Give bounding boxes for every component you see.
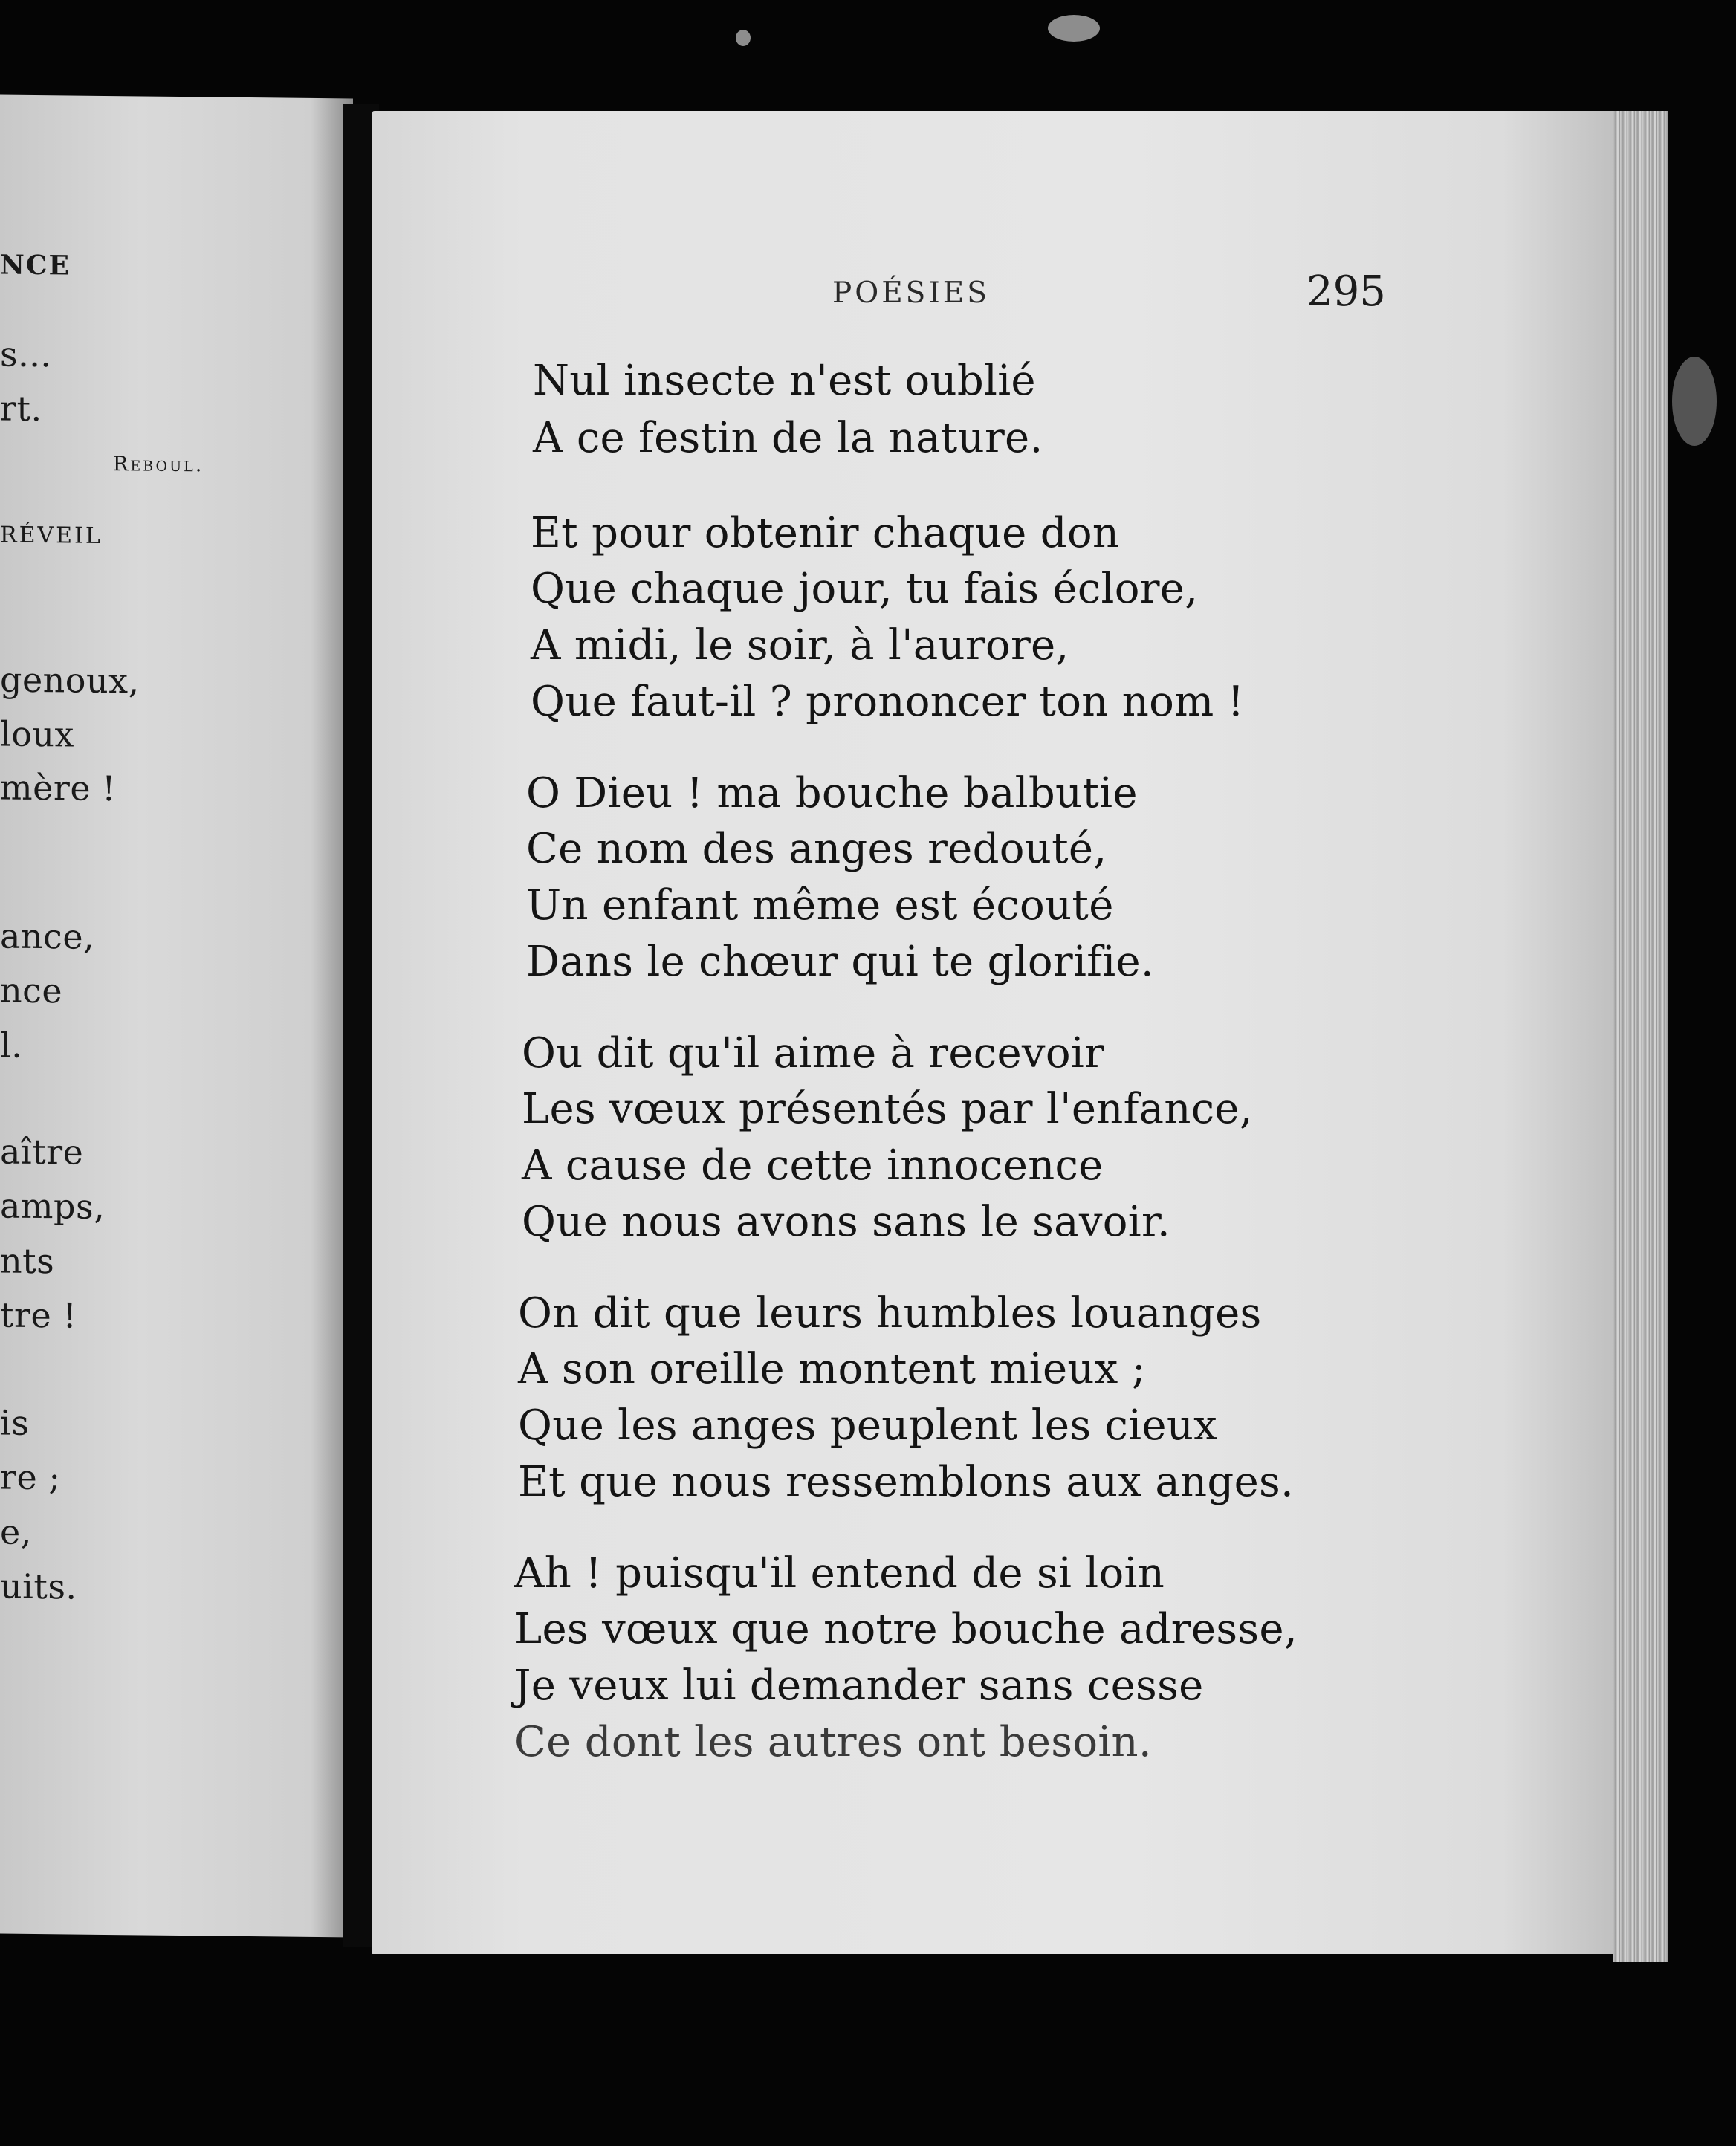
page-edges [1613,111,1668,1962]
left-fragment: is [0,1402,30,1443]
verse-line: Nul insecte n'est oublié [533,357,1036,405]
verse-line: Je veux lui demander sans cesse [514,1662,1204,1710]
left-fragment: Reboul. [113,453,204,477]
dust-speck [1048,15,1100,42]
verse-line: Un enfant même est écouté [526,881,1114,930]
verse-line: Les vœux que notre bouche adresse, [514,1605,1298,1653]
verse-line: Ou dit qu'il aime à recevoir [522,1029,1105,1077]
left-fragment: s... [0,334,52,375]
dust-speck [736,30,751,46]
page-number: 295 [1306,268,1386,316]
verse-line: Et que nous ressemblons aux anges. [518,1458,1295,1506]
verse-line: A midi, le soir, à l'aurore, [531,621,1069,670]
dust-speck [1672,357,1717,446]
verse-line: Que chaque jour, tu fais éclore, [531,565,1199,613]
verse-line: A cause de cette innocence [522,1141,1104,1190]
left-fragment: mère ! [0,767,117,809]
left-fragment: nce [0,970,63,1011]
verse-line: Et pour obtenir chaque don [531,509,1120,557]
left-fragment: rt. [0,388,42,429]
verse-line: Que faut-il ? prononcer ton nom ! [531,678,1245,726]
left-page [0,95,353,1938]
left-fragment: aître [0,1131,84,1173]
verse-line: O Dieu ! ma bouche balbutie [526,769,1138,817]
verse-line: Ce dont les autres ont besoin. [514,1718,1153,1766]
left-fragment: genoux, [0,659,140,701]
left-fragment: RÉVEIL [0,522,103,549]
running-head: POÉSIES [832,276,990,310]
left-fragment: l. [0,1025,23,1066]
left-fragment: re ; [0,1456,61,1498]
verse-line: Ah ! puisqu'il entend de si loin [514,1549,1165,1598]
left-fragment: uits. [0,1566,77,1607]
verse-line: Les vœux présentés par l'enfance, [522,1085,1253,1133]
left-fragment: e, [0,1511,32,1552]
left-fragment: tre ! [0,1294,77,1336]
left-fragment: NCE [0,249,71,282]
verse-line: A son oreille montent mieux ; [518,1345,1146,1393]
verse-line: Que les anges peuplent les cieux [518,1401,1218,1450]
verse-line: On dit que leurs humbles louanges [518,1289,1262,1338]
verse-line: Dans le chœur qui te glorifie. [526,938,1154,986]
left-fragment: loux [0,713,74,755]
verse-line: Ce nom des anges redouté, [526,825,1107,873]
verse-line: Que nous avons sans le savoir. [522,1198,1171,1246]
left-fragment: nts [0,1240,55,1282]
verse-line: A ce festin de la nature. [533,414,1043,462]
left-fragment: ance, [0,915,95,957]
left-fragment: amps, [0,1185,106,1227]
